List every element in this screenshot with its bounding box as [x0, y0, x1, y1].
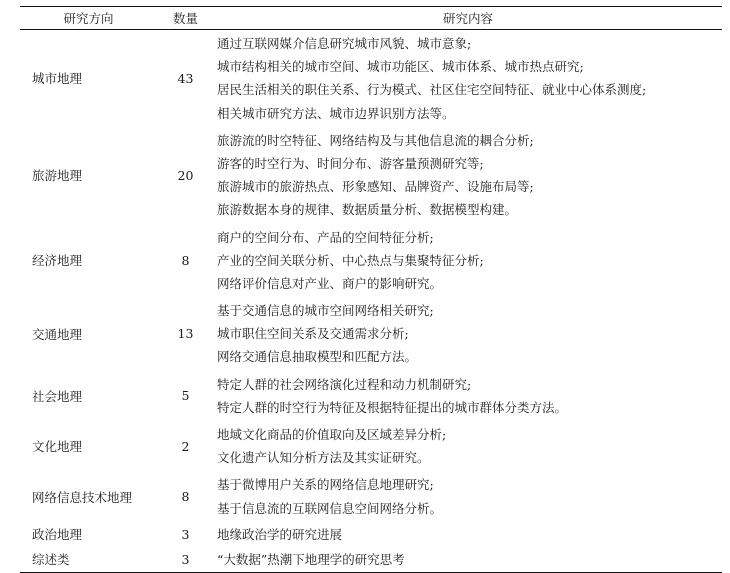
row-content — [214, 224, 722, 298]
row-content — [214, 30, 722, 127]
content-line: 地缘政治学的研究进展 — [217, 526, 343, 542]
row-content — [214, 547, 722, 573]
row-content — [214, 127, 722, 224]
row-direction: 政治地理 — [32, 527, 83, 543]
row-direction: 旅游地理 — [32, 168, 83, 184]
row-count: 2 — [181, 438, 190, 454]
content-line: 游客的时空行为、时间分布、游客量预测研究等; — [217, 155, 484, 171]
table-header — [20, 7, 722, 30]
row-direction: 网络信息技术地理 — [32, 489, 133, 505]
content-line: 旅游城市的旅游热点、形象感知、品牌资产、设施布局等; — [217, 179, 534, 195]
row-content — [214, 421, 722, 471]
content-line: 文化遗产认知分析方法及其实证研究。 — [217, 450, 430, 466]
header-count: 数量 — [157, 7, 214, 30]
content-line: 通过互联网媒介信息研究城市风貌、城市意象; — [217, 36, 472, 51]
row-content — [214, 371, 722, 421]
table-body — [20, 30, 722, 573]
content-line: 基于信息流的互联网信息空间网络分析。 — [217, 500, 443, 516]
row-content — [214, 471, 722, 521]
row-count: 3 — [157, 547, 214, 573]
row-content — [214, 297, 722, 371]
table-row — [20, 547, 722, 573]
header-direction: 研究方向 — [20, 7, 157, 30]
content-line: 网络评价信息对产业、商户的影响研究。 — [217, 275, 443, 291]
table-row — [20, 522, 722, 547]
content-line: 旅游流的时空特征、网络结构及与其他信息流的耦合分析; — [217, 132, 534, 148]
row-direction: 文化地理 — [32, 439, 83, 455]
content-line: 基于微博用户关系的网络信息地理研究; — [217, 477, 434, 493]
content-line: 旅游数据本身的规律、数据质量分析、数据模型构建。 — [217, 202, 518, 218]
row-direction: 城市地理 — [32, 71, 83, 87]
row-count: 43 — [177, 70, 194, 86]
research-table-container — [20, 6, 722, 573]
table-row — [20, 30, 722, 127]
row-count: 13 — [177, 326, 194, 342]
content-line: 商户的空间分布、产品的空间特征分析; — [217, 229, 434, 245]
content-line: 基于交通信息的城市空间网络相关研究; — [217, 303, 434, 319]
content-line: 地域文化商品的价值取向及区域差异分析; — [217, 427, 447, 442]
table-row — [20, 297, 722, 371]
row-count: 20 — [177, 167, 194, 183]
content-line: 城市职住空间关系及交通需求分析; — [217, 326, 409, 342]
content-line: 特定人群的时空行为特征及根据特征提出的城市群体分类方法。 — [217, 399, 568, 415]
research-table — [20, 6, 722, 573]
table-row — [20, 371, 722, 421]
table-row — [20, 471, 722, 521]
row-count: 5 — [181, 388, 190, 404]
content-line: 居民生活相关的职住关系、行为模式、社区住宅空间特征、就业中心体系测度; — [217, 82, 647, 98]
row-direction: 经济地理 — [32, 253, 83, 269]
row-direction: 社会地理 — [32, 388, 83, 404]
row-direction: 综述类 — [20, 547, 157, 573]
content-line: 特定人群的社会网络演化过程和动力机制研究; — [217, 376, 472, 392]
content-line: 产业的空间关联分析、中心热点与集聚特征分析; — [217, 252, 484, 268]
header-content: 研究内容 — [214, 7, 722, 30]
row-content — [214, 522, 722, 547]
table-row — [20, 421, 722, 471]
row-count: 3 — [181, 526, 190, 542]
table-row — [20, 127, 722, 224]
header-row — [20, 7, 722, 30]
row-count: 8 — [181, 489, 190, 505]
content-line: 相关城市研究方法、城市边界识别方法等。 — [217, 105, 455, 121]
table-row — [20, 224, 722, 298]
row-direction: 交通地理 — [32, 326, 83, 342]
content-line: 城市结构相关的城市空间、城市功能区、城市体系、城市热点研究; — [217, 59, 584, 75]
content-line: “大数据”热潮下地理学的研究思考 — [217, 551, 405, 567]
content-line: 网络交通信息抽取模型和匹配方法。 — [217, 349, 418, 365]
row-count: 8 — [181, 252, 190, 268]
